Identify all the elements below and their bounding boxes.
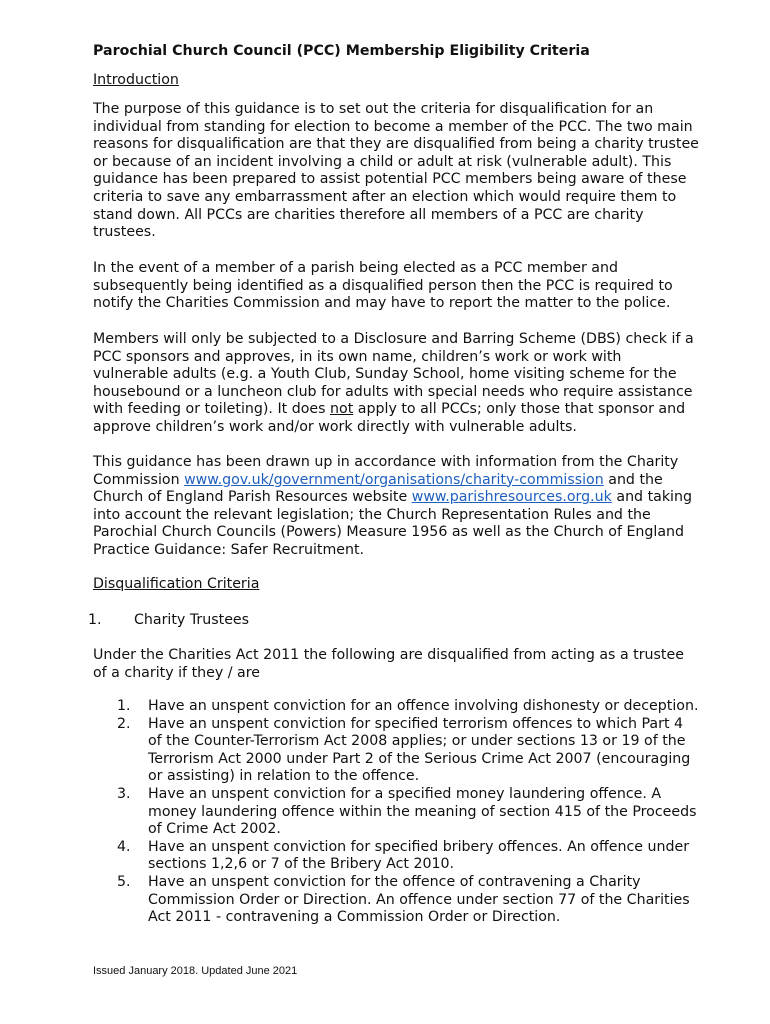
text-line: individual from standing for election to become a member of the PCC. The two main (93, 118, 693, 135)
text-line: stand down. All PCCs are charities therefore all members of a PCC are charity (93, 206, 644, 223)
intro-paragraph-2 (93, 260, 683, 313)
text-fragment: and taking (611, 489, 692, 506)
text-line: Have an unspent conviction for the offence of contravening a Charity (148, 874, 641, 890)
text-line: Terrorism Act 2000 under Part 2 of the Serious Crime Act 2007 (encouraging (148, 750, 691, 767)
text-line: housebound or a luncheon club for adults with special needs who require assistance (93, 383, 693, 400)
list-item-text (148, 874, 688, 927)
text-line (93, 489, 692, 507)
list-item-text (148, 839, 688, 874)
text-line: vulnerable adults (e.g. a Youth Club, Sunday School, home visiting scheme for the (93, 366, 677, 383)
text-line: money laundering offence within the meaning of section 415 of the Proceeds (148, 803, 697, 820)
text-line: of a charity if they / are (93, 664, 260, 681)
text-line: guidance has been prepared to assist potential PCC members being aware of these (93, 171, 687, 188)
charities-act-intro (93, 647, 683, 682)
list-item-number: 2. (117, 715, 131, 732)
text-line: of the Counter-Terrorism Act 2008 applies; or under sections 13 or 19 of the (148, 733, 686, 750)
text-line: notify the Charities Commission and may have to report the matter to the police. (93, 295, 671, 312)
text-fragment: with feeding or toileting). It does (93, 401, 331, 418)
list-item-number: 3. (117, 786, 131, 802)
text-fragment: Church of England Parish Resources website (93, 489, 412, 506)
intro-paragraph-3 (93, 331, 694, 437)
section-number: 1. (88, 612, 102, 628)
text-line: PCC sponsors and approves, in its own name, children’s work or work with (93, 348, 622, 365)
text-line: Commission Order or Direction. An offence under section 77 of the Charities (148, 891, 690, 908)
disqualification-heading: Disqualification Criteria (93, 576, 260, 592)
text-line: This guidance has been drawn up in accordance with information from the Charity (93, 454, 679, 470)
list-item-text (148, 715, 691, 786)
text-line: subsequently being identified as a disqualified person then the PCC is required to (93, 277, 673, 294)
charity-commission-link[interactable]: www.gov.uk/government/organisations/charity-commission (184, 471, 604, 488)
text-line (93, 472, 683, 490)
page-footer: Issued January 2018. Updated June 2021 (93, 965, 298, 977)
text-line: Parochial Church Councils (Powers) Measure 1956 as well as the Church of England (93, 524, 685, 541)
section-heading-charity-trustees: Charity Trustees (134, 612, 250, 628)
text-line: In the event of a member of a parish being elected as a PCC member and (93, 260, 618, 276)
text-line: The purpose of this guidance is to set out the criteria for disqualification for an (93, 101, 654, 117)
list-item-text (148, 698, 699, 716)
intro-paragraph-1 (93, 101, 699, 242)
list-item-number: 5. (117, 874, 131, 890)
underlined-not: not (330, 401, 354, 418)
introduction-heading: Introduction (93, 72, 179, 88)
text-line: Have an unspent conviction for specified bribery offences. An offence under (148, 838, 690, 855)
text-fragment: and the (603, 471, 663, 488)
list-item-number: 1. (117, 698, 131, 714)
text-line: Act 2011 - contravening a Commission Order or Direction. (148, 909, 561, 926)
text-line: Have an unspent conviction for a specified money laundering offence. A (148, 786, 662, 802)
list-item-number: 4. (117, 838, 131, 855)
text-line: reasons for disqualification are that they are disqualified from being a charity trustee (93, 136, 699, 153)
list-item-text (148, 786, 697, 839)
text-line: into account the relevant legislation; the Church Representation Rules and the (93, 506, 651, 523)
text-line: Practice Guidance: Safer Recruitment. (93, 541, 365, 558)
text-line: Have an unspent conviction for specified terrorism offences to which Part 4 (148, 715, 684, 732)
text-line: Have an unspent conviction for an offence involving dishonesty or deception. (148, 698, 699, 714)
text-line: criteria to save any embarrassment after an election which would require them to (93, 188, 677, 205)
text-line: trustees. (93, 224, 156, 241)
intro-paragraph-4 (93, 454, 692, 560)
text-fragment: apply to all PCCs; only those that sponsor and (353, 401, 686, 418)
text-line: sections 1,2,6 or 7 of the Bribery Act 2010. (148, 856, 455, 873)
text-line (93, 401, 686, 419)
text-fragment: Commission (93, 471, 185, 488)
text-line: Under the Charities Act 2011 the following are disqualified from acting as a trustee (93, 647, 684, 663)
text-line: or assisting) in relation to the offence. (148, 768, 420, 785)
text-line: approve children’s work and/or work directly with vulnerable adults. (93, 418, 577, 435)
text-line: of Crime Act 2002. (148, 821, 281, 838)
text-line: or because of an incident involving a child or adult at risk (vulnerable adult). This (93, 153, 672, 170)
document-title: Parochial Church Council (PCC) Membership Eligibility Criteria (93, 43, 590, 59)
parish-resources-link[interactable]: www.parishresources.org.uk (411, 489, 612, 506)
text-line: Members will only be subjected to a Disclosure and Barring Scheme (DBS) check if a (93, 331, 694, 347)
